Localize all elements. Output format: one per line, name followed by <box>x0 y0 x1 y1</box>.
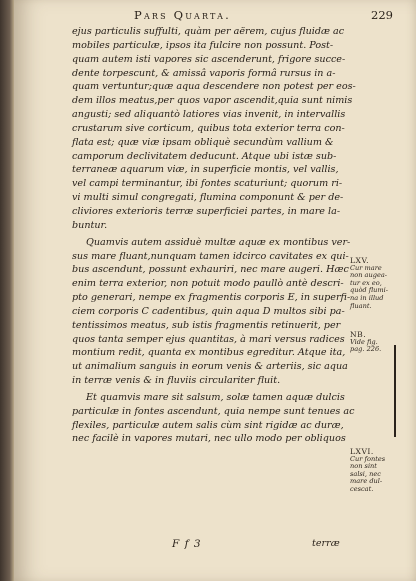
margin-note-line: na in illud <box>350 293 384 302</box>
text-line: quam vertuntur;quæ aqua descendere non potest per eos- <box>72 81 356 93</box>
page-number: 229 <box>371 8 393 22</box>
page-header <box>14 8 416 24</box>
margin-note-lxvi <box>350 448 416 494</box>
margin-note-line: tur ex eo, <box>350 278 382 287</box>
running-title: Pars Quarta. <box>134 8 231 22</box>
text-line: Et quamvis mare sit salsum, solæ tamen aquæ dulcis <box>86 391 345 403</box>
text-line: ejus particulis suffulti, quàm per aërem, cujus fluidæ ac <box>72 26 345 37</box>
text-line: quam autem isti vapores sic ascenderunt, frigore succe- <box>72 53 346 65</box>
margin-note-line: non augea- <box>350 271 388 280</box>
body-text <box>72 25 354 446</box>
text-line: quos tanta semper ejus quantitas, à mari versus radices <box>72 333 345 345</box>
margin-note-number: LXV. <box>350 256 370 265</box>
text-line: crustarum sive corticum, quibus tota exterior terra con- <box>72 122 345 134</box>
text-line: ciem corporis C cadentibus, quin aqua D multos sibi pa- <box>72 305 345 317</box>
text-line: bus ascendunt, possunt exhauriri, nec mare augeri. Hæc <box>72 264 349 276</box>
text-line: buntur. <box>72 219 108 231</box>
margin-note-line: Vide fig. <box>350 337 378 346</box>
text-line: flexiles, particulæ autem salis cùm sint rigidæ ac duræ, <box>72 419 344 431</box>
text-line: terraneæ aquarum viæ, in superficie montis, vel vallis, <box>72 164 339 176</box>
margin-note-line: pag. 226. <box>350 345 382 354</box>
margin-note-line: Cur fontes <box>350 454 386 463</box>
text-line: cliviores exterioris terræ superficiei partes, in mare la- <box>72 205 341 217</box>
text-line: particulæ in fontes ascendunt, quia nempe sunt tenues ac <box>72 405 355 417</box>
margin-note-line: non sint <box>350 462 377 471</box>
catchword: terræ <box>312 538 340 549</box>
margin-note-line: fluant. <box>350 301 372 310</box>
text-line: camporum declivitatem deducunt. Atque ubi istæ sub- <box>72 150 337 162</box>
book-gutter-edge <box>0 0 14 581</box>
margin-note-nb <box>350 331 416 354</box>
margin-note-lxv <box>350 257 416 310</box>
text-line: dente torpescunt, & amissâ vaporis formâ rursus in a- <box>72 67 336 79</box>
text-line: mobiles particulæ, ipsos ita fulcire non possunt. Post- <box>72 39 334 51</box>
margin-note-number: LXVI. <box>350 447 374 456</box>
margin-note-number: NB. <box>350 330 367 339</box>
margin-note-line: salsi, nec <box>350 469 381 478</box>
margin-note-line: mare dul- <box>350 477 383 486</box>
signature-mark: F f 3 <box>172 538 202 550</box>
page-footer <box>14 538 416 558</box>
text-line: nec facilè in vapores mutari, nec ullo modo per obliquos <box>72 433 346 445</box>
text-line: dem illos meatus,per quos vapor ascendit,quia sunt nimis <box>72 95 353 107</box>
text-line: vel campi terminantur, ibi fontes scaturiunt; quorum ri- <box>72 178 343 190</box>
text-line: flata est; quæ viæ ipsam obliquè secundùm vallium & <box>72 136 334 148</box>
margin-note-line: cescat. <box>350 484 374 493</box>
margin-note-line: quòd flumi- <box>350 286 388 295</box>
margin-note-line: Cur mare <box>350 263 382 272</box>
text-line: vi multi simul congregati, flumina componunt & per de- <box>72 192 344 204</box>
text-line: in terræ venis & in fluviis circulariter fluit. <box>72 375 281 387</box>
text-line: montium redit, quanta ex montibus egreditur. Atque ita, <box>72 347 346 359</box>
text-line: enim terra exterior, non potuit modo paullò antè descri- <box>72 278 344 290</box>
text-line: sus mare fluant,nunquam tamen idcirco cavitates ex qui- <box>72 250 349 262</box>
text-line: ut animalium sanguis in eorum venis & arteriis, sic aqua <box>72 361 348 373</box>
text-line: pto generari, nempe ex fragmentis corporis E, in superfi- <box>72 292 351 304</box>
text-line: Quamvis autem assiduè multæ aquæ ex montibus ver- <box>86 236 351 248</box>
text-line: angusti; sed aliquantò latiores vias invenit, in intervallis <box>72 109 346 121</box>
margin-vertical-rule <box>394 345 396 437</box>
book-page <box>14 0 416 581</box>
text-line: tentissimos meatus, sub istis fragmentis retinuerit, per <box>72 319 341 331</box>
